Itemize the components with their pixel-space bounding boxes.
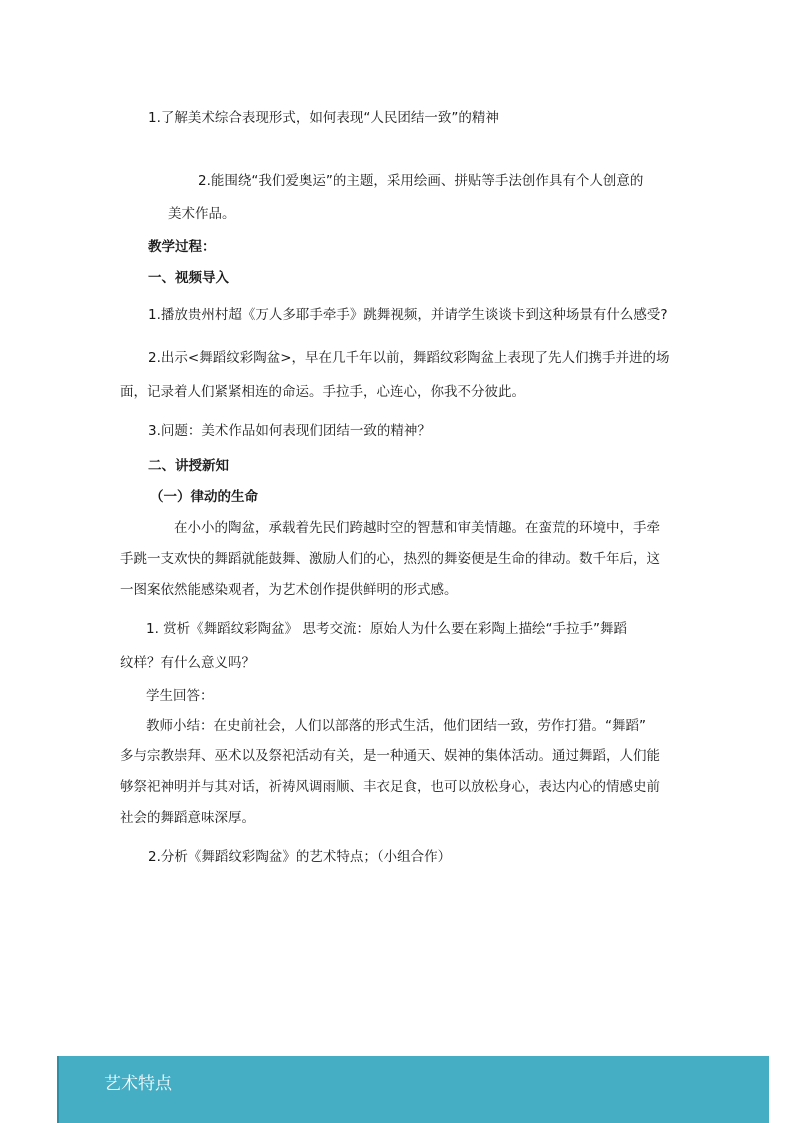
objective-1: 1.了解美术综合表现形式，如何表现“人民团结一致”的精神: [148, 110, 499, 126]
student-answer-label: 学生回答：: [146, 688, 214, 704]
paragraph-line-2: 手跳一支欢快的舞蹈就能鼓舞、激励人们的心，热烈的舞姿便是生命的律动。数千年后，这: [120, 551, 660, 567]
objective-2-line-1: 2.能围绕“我们爱奥运”的主题，采用绘画、拼贴等手法创作具有个人创意的: [198, 173, 644, 189]
question-1-line-2: 纹样？有什么意义吗？: [120, 655, 255, 671]
section-1-item-1: 1.播放贵州村超《万人多耶手牵手》跳舞视频，并请学生谈谈卡到这种场景有什么感受?: [148, 307, 668, 323]
teaching-process-heading: 教学过程：: [148, 239, 216, 255]
section-1-item-3: 3.问题：美术作品如何表现们团结一致的精神？: [148, 423, 431, 439]
teacher-summary-line-2: 多与宗教崇拜、巫术以及祭祀活动有关，是一种通天、娱神的集体活动。通过舞蹈，人们能: [120, 748, 660, 764]
paragraph-line-3: 一图案依然能感染观者，为艺术创作提供鲜明的形式感。: [120, 582, 458, 598]
subsection-1-heading: （一）律动的生命: [150, 489, 258, 505]
section-1-heading: 一、视频导入: [148, 270, 229, 286]
banner-title: 艺术特点: [104, 1074, 172, 1094]
teacher-summary-line-3: 够祭祀神明并与其对话，祈祷风调雨顺、丰衣足食，也可以放松身心，表达内心的情感史前: [120, 779, 660, 795]
paragraph-line-1: 在小小的陶盆，承载着先民们跨越时空的智慧和审美情趣。在蛮荒的环境中，手牵: [174, 520, 660, 536]
section-2-item-2: 2.分析《舞蹈纹彩陶盆》的艺术特点；（小组合作）: [148, 849, 452, 865]
teacher-summary-line-4: 社会的舞蹈意味深厚。: [120, 810, 255, 826]
question-1-line-1: 1. 赏析《舞蹈纹彩陶盆》 思考交流：原始人为什么要在彩陶上描绘“手拉手”舞蹈: [146, 621, 627, 637]
teacher-summary-line-1: 教师小结：在史前社会，人们以部落的形式生活，他们团结一致，劳作打猎。“舞蹈”: [146, 718, 646, 734]
objective-2-line-2: 美术作品。: [168, 206, 236, 222]
section-2-heading: 二、讲授新知: [148, 458, 229, 474]
section-1-item-2-line-2: 面，记录着人们紧紧相连的命运。手拉手，心连心，你我不分彼此。: [120, 384, 525, 400]
section-1-item-2-line-1: 2.出示<舞蹈纹彩陶盆>，早在几千年以前，舞蹈纹彩陶盆上表现了先人们携手并进的场: [148, 350, 670, 366]
banner-edge-accent: [57, 1056, 59, 1123]
